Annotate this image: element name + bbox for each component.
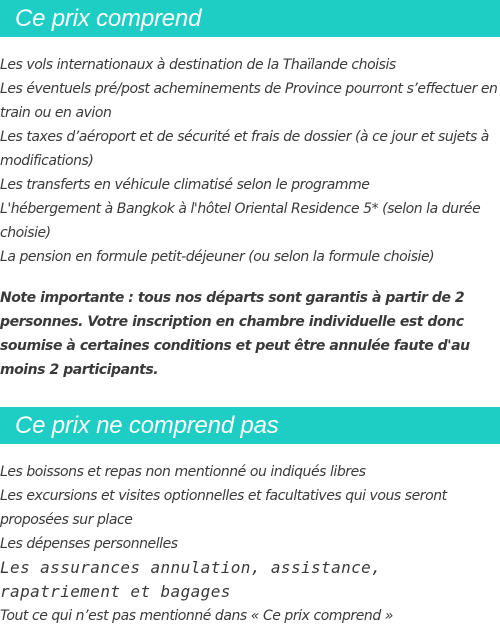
included-item-pre-post-transport: Les éventuels pré/post acheminements de Province pourront s’effectuer en train ou en avion: [0, 81, 498, 121]
included-item-flights: Les vols internationaux à destination de la Thaïlande choisis: [0, 57, 396, 73]
excluded-item-insurance: Les assurances annulation, assistance, rapatriement et bagages: [0, 558, 382, 601]
included-item-taxes: Les taxes d’aéroport et de sécurité et frais de dossier (à ce jour et sujets à modifications): [0, 129, 489, 169]
excluded-item-other: Tout ce qui n’est pas mentionné dans « Ce prix comprend »: [0, 608, 393, 624]
excluded-section-title: Ce prix ne comprend pas: [0, 407, 500, 444]
included-item-transfers: Les transferts en véhicule climatisé selon le programme: [0, 177, 370, 193]
included-section-title: Ce prix comprend: [0, 0, 500, 37]
important-note: Note importante : tous nos départs sont garantis à partir de 2 personnes. Votre inscription en chambre individuelle est donc soumise à certaines conditions et peut être annulée faute d'au moins 2 participants.: [0, 290, 470, 378]
included-item-board: La pension en formule petit-déjeuner (ou selon la formule choisie): [0, 249, 435, 265]
included-list: [0, 53, 498, 269]
excluded-list: [0, 460, 498, 628]
excluded-item-optional-excursions: Les excursions et visites optionnelles et facultatives qui vous seront proposées sur place: [0, 488, 447, 528]
included-item-hotel: L'hébergement à Bangkok à l'hôtel Oriental Residence 5* (selon la durée choisie): [0, 201, 481, 241]
excluded-item-drinks-meals: Les boissons et repas non mentionné ou indiqués libres: [0, 464, 366, 480]
excluded-item-personal-expenses: Les dépenses personnelles: [0, 536, 178, 552]
